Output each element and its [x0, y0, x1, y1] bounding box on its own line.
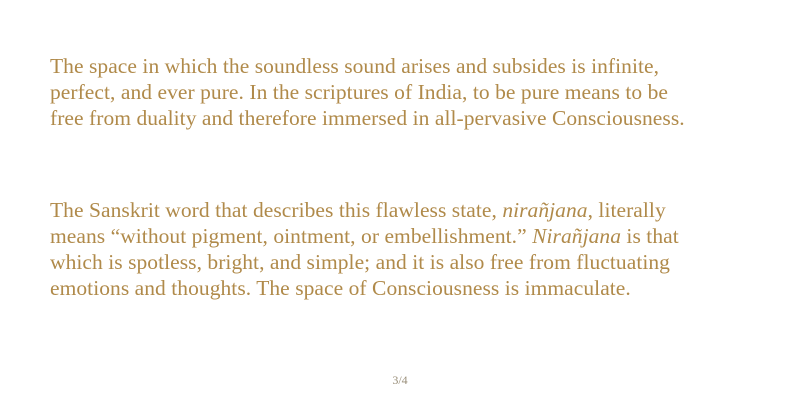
paragraph-1-line-3: free from duality and therefore immersed in all-pervasive Consciousness.: [50, 106, 685, 130]
paragraph-2-line-1-end: , literally: [587, 198, 666, 222]
paragraph-2-line-3: which is spotless, bright, and simple; and it is also free from fluctuating: [50, 250, 670, 274]
paragraph-2-line-4: emotions and thoughts. The space of Consciousness is immaculate.: [50, 276, 631, 300]
paragraph-2-line-1-text: The Sanskrit word that describes this flawless state,: [50, 198, 503, 222]
paragraph-2-line-2-end: is that: [621, 224, 679, 248]
sanskrit-term-niranjana-capitalized: Nirañjana: [532, 224, 621, 248]
page-number: 3/4: [392, 373, 408, 387]
paragraph-2-line-2-text: means “without pigment, ointment, or embellishment.”: [50, 224, 533, 248]
sanskrit-term-niranjana: nirañjana: [502, 198, 588, 222]
paragraph-2: [50, 197, 770, 301]
paragraph-1-line-2: perfect, and ever pure. In the scriptures of India, to be pure means to be: [50, 80, 668, 104]
paragraph-1: [50, 53, 770, 131]
paragraph-1-line-1: The space in which the soundless sound arises and subsides is infinite,: [50, 54, 660, 78]
